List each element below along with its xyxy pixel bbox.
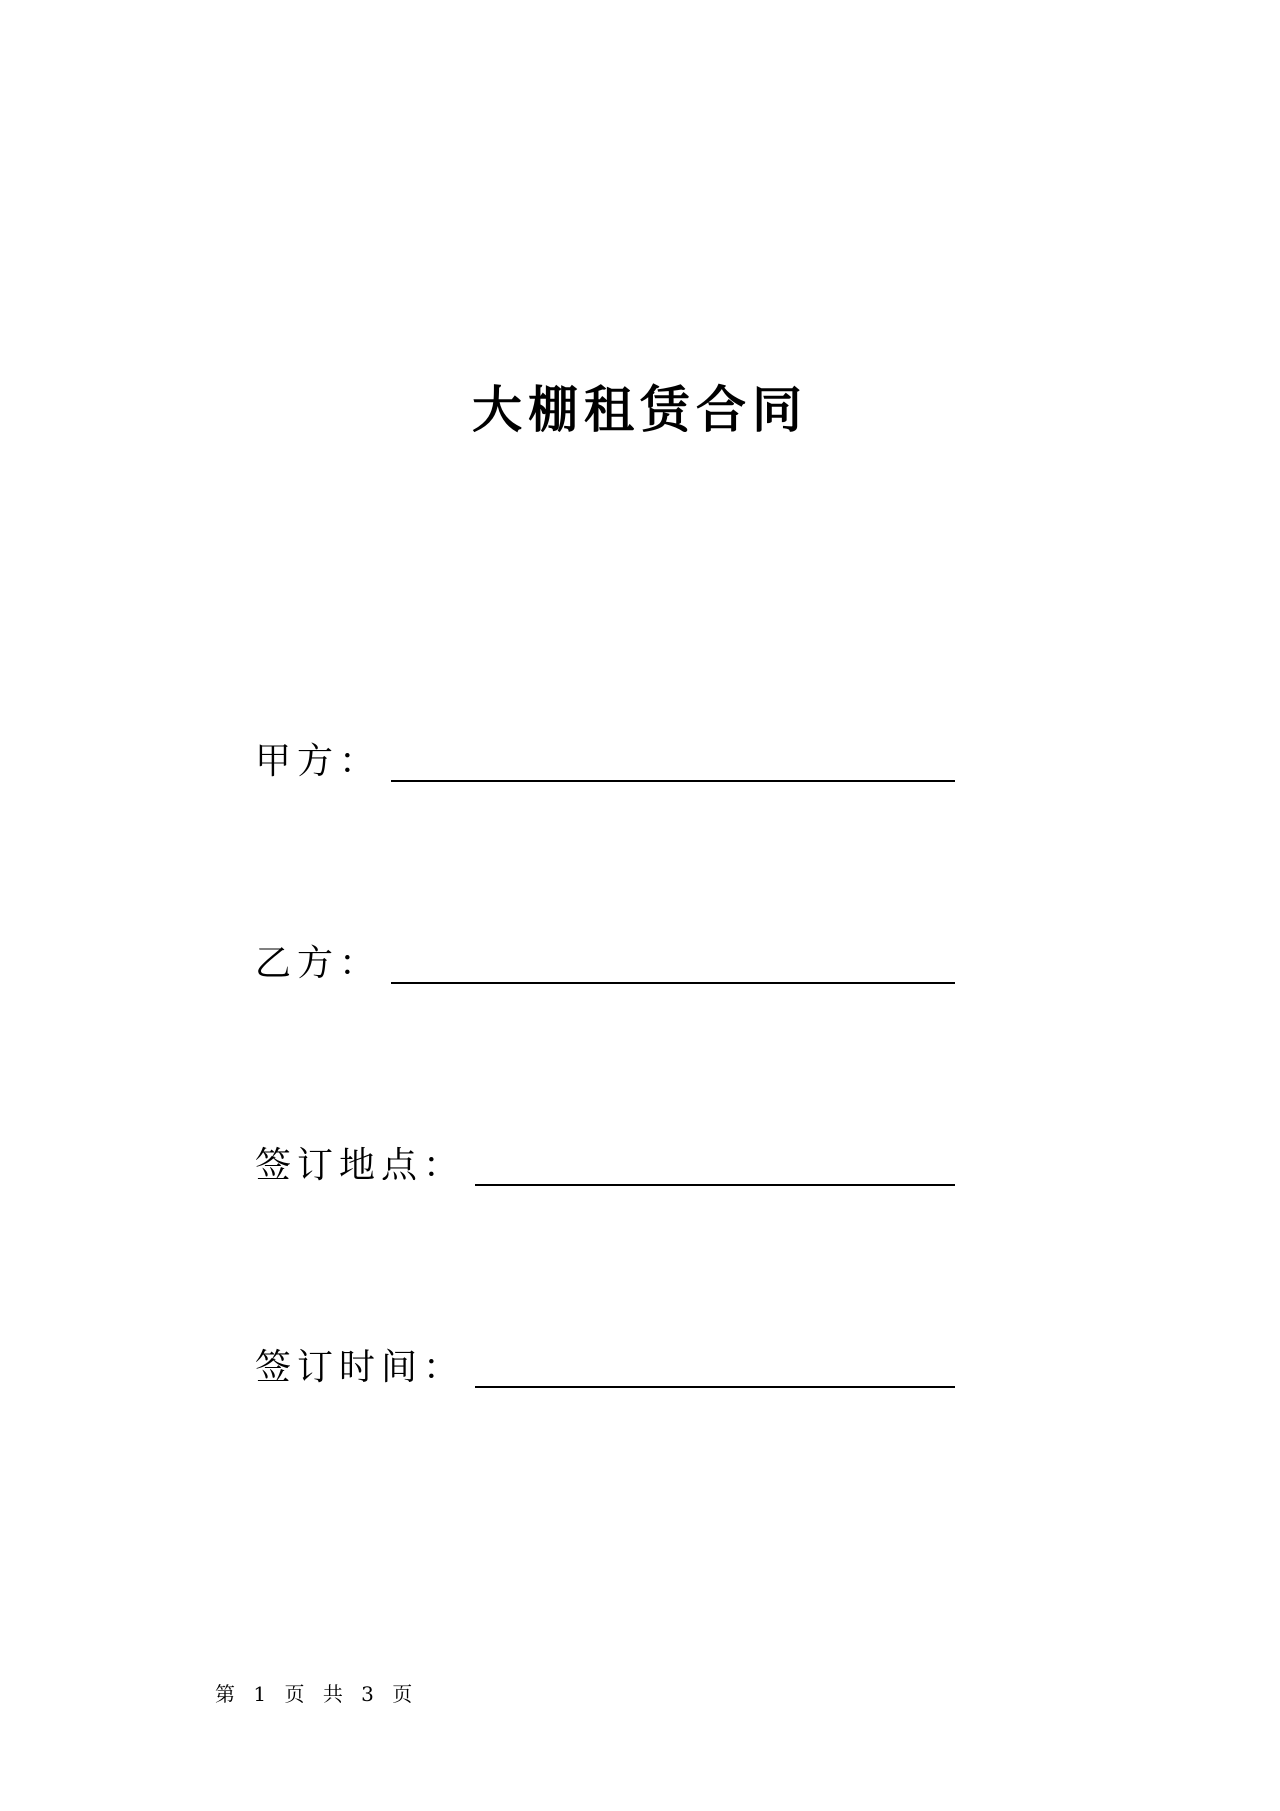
sign-place-field: [255, 1134, 955, 1194]
page-number-footer: [215, 1680, 422, 1708]
footer-page-word: 页: [284, 1682, 307, 1706]
document-title: 大棚租赁合同: [472, 380, 808, 439]
sign-time-field: [255, 1336, 955, 1396]
sign-time-label: 签订时间：: [255, 1347, 466, 1388]
party-a-label: 甲方：: [255, 741, 382, 782]
footer-total-word: 共: [322, 1682, 345, 1706]
sign-time-blank-line[interactable]: [475, 1346, 955, 1388]
footer-current-page: 1: [253, 1682, 269, 1706]
footer-prefix: 第: [215, 1682, 237, 1706]
sign-place-blank-line[interactable]: [475, 1144, 955, 1186]
party-b-label: 乙方：: [255, 943, 382, 984]
party-b-blank-line[interactable]: [391, 942, 955, 984]
footer-total-pages: 3: [361, 1682, 376, 1706]
party-a-blank-line[interactable]: [391, 740, 955, 782]
party-b-field: [255, 932, 955, 992]
party-a-field: [255, 730, 955, 790]
footer-suffix: 页: [392, 1682, 415, 1706]
sign-place-label: 签订地点：: [255, 1145, 466, 1186]
